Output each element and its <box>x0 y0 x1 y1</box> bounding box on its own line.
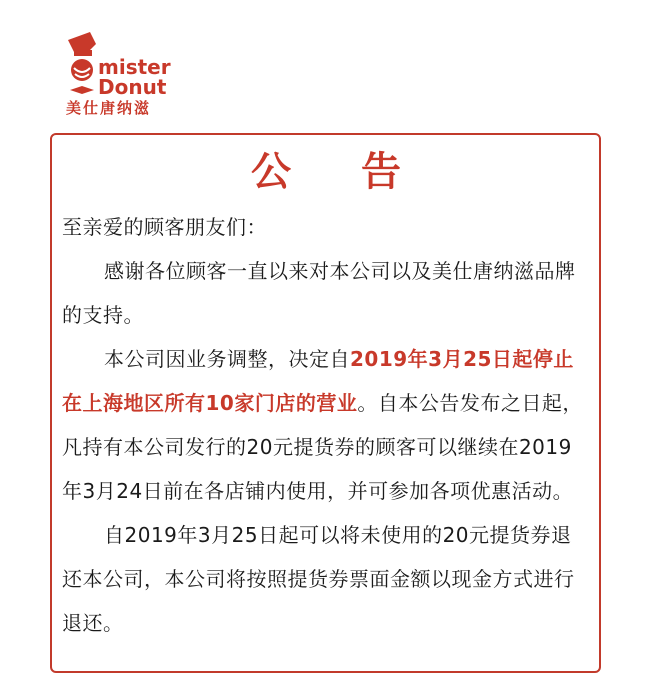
notice-title: 公告 <box>251 149 471 195</box>
logo-chinese-name: 美仕唐纳滋 <box>66 99 152 117</box>
notice-p2-highlight: 停止在上海地区所有10家门店的营业 <box>62 347 574 415</box>
notice-paragraph-1: 感谢各位顾客一直以来对本公司以及美仕唐纳滋品牌的支持。 <box>62 259 576 327</box>
logo-wordmark-line1: mister <box>98 55 171 79</box>
notice-paragraph-3: 自2019年3月25日起可以将未使用的20元提货券退还本公司，本公司将按照提货券票面金额以现金方式进行退还。 <box>62 523 575 635</box>
notice-p2-lead: 本公司因业务调整，决定自 <box>104 347 350 371</box>
notice-paragraph-2 <box>62 337 592 513</box>
notice-greeting: 至亲爱的顾客朋友们： <box>62 215 267 239</box>
donut-mascot-icon <box>60 30 190 100</box>
notice-p2-date: 2019年3月25日起 <box>350 347 533 371</box>
notice-p2-rest: 。自本公告发布之日起，凡持有本公司发行的20元提货券的顾客可以继续在2019年3月24日前在各店铺内使用，并可参加各项优惠活动。 <box>62 391 583 503</box>
notice-body <box>62 205 592 645</box>
logo-wordmark-line2: Donut <box>98 75 167 99</box>
